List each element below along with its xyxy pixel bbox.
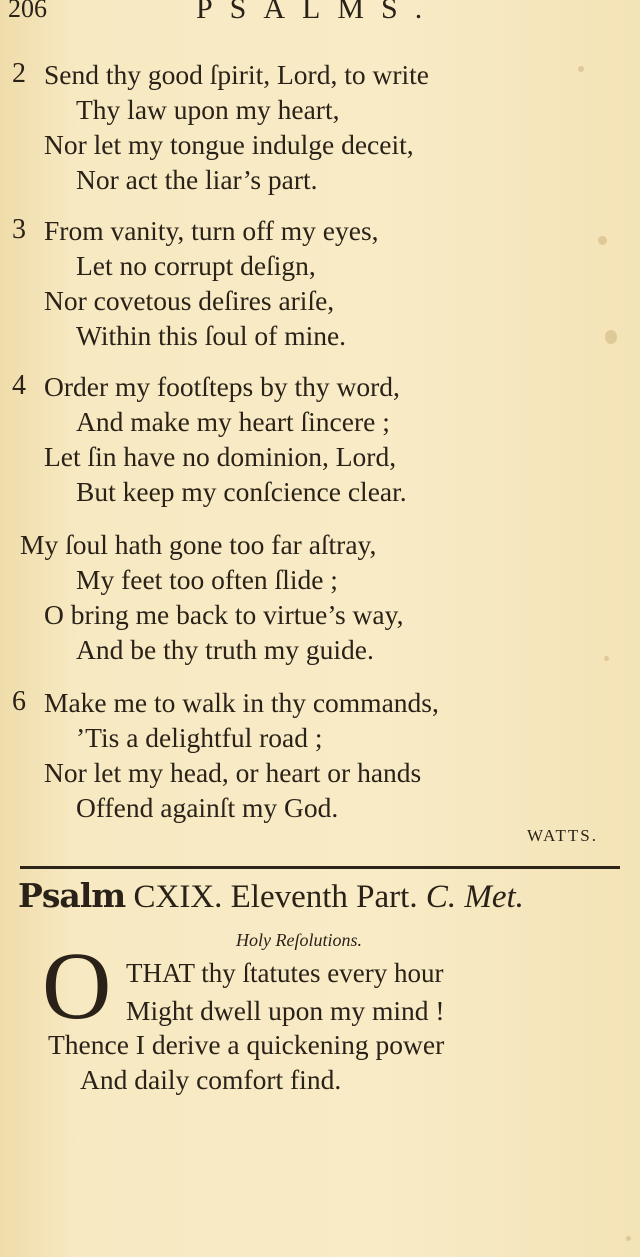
page-number: 206 bbox=[8, 0, 47, 23]
foxing-spot bbox=[605, 330, 617, 344]
verse-line: Within this ſoul of mine. bbox=[76, 320, 347, 351]
verse-line: Let ſin have no dominion, Lord, bbox=[44, 441, 397, 472]
psalm-subtitle: Holy Reſolutions. bbox=[236, 930, 362, 950]
verse-line: And be thy truth my guide. bbox=[76, 634, 374, 665]
stanza-number: 3 bbox=[12, 214, 26, 245]
verse-line: Send thy good ſpirit, Lord, to write bbox=[44, 59, 429, 90]
verse-line: And daily comfort find. bbox=[80, 1064, 342, 1095]
running-title: PSALMS. bbox=[196, 0, 440, 25]
verse-line: Nor let my tongue indulge deceit, bbox=[44, 129, 414, 160]
verse-line: But keep my conſcience clear. bbox=[76, 476, 407, 507]
verse-line: THAT thy ſtatutes every hour bbox=[126, 958, 444, 988]
verse-line: ’Tis a delightful road ; bbox=[76, 722, 323, 753]
verse-line: Offend againſt my God. bbox=[76, 792, 339, 823]
psalm-title: CXIX. Eleventh Part. bbox=[133, 879, 418, 915]
verse-line: Make me to walk in thy commands, bbox=[44, 687, 439, 718]
psalm-word: Psalm bbox=[18, 876, 126, 915]
verse-line: Thence I derive a quickening power bbox=[48, 1029, 445, 1060]
psalm-meter: C. Met. bbox=[425, 879, 524, 915]
stanza-number: 4 bbox=[12, 370, 26, 401]
verse-line: My ſoul hath gone too far aſtray, bbox=[20, 529, 377, 560]
stanza-number: 6 bbox=[12, 686, 26, 717]
verse-line: And make my heart ſincere ; bbox=[76, 406, 390, 437]
foxing-spot bbox=[578, 66, 584, 72]
foxing-spot bbox=[598, 236, 607, 245]
verse-line: Might dwell upon my mind ! bbox=[126, 995, 445, 1026]
stanza-number: 2 bbox=[12, 58, 26, 89]
author-attribution: WATTS. bbox=[526, 826, 598, 845]
verse-line: Nor covetous deſires ariſe, bbox=[44, 285, 335, 316]
foxing-spot bbox=[626, 1236, 631, 1241]
running-head bbox=[0, 0, 640, 28]
verse-line: O bring me back to virtue’s way, bbox=[44, 599, 404, 630]
verse-line: Nor let my head, or heart or hands bbox=[44, 757, 422, 788]
foxing-spot bbox=[604, 656, 609, 661]
verse-line: Thy law upon my heart, bbox=[76, 94, 340, 125]
verse-line: Nor act the liar’s part. bbox=[76, 164, 318, 195]
verse-line: My feet too often ſlide ; bbox=[76, 564, 338, 595]
section-divider bbox=[20, 866, 620, 869]
drop-cap: O bbox=[42, 932, 112, 1039]
verse-line: From vanity, turn off my eyes, bbox=[44, 215, 379, 246]
psalm-heading bbox=[18, 876, 524, 916]
verse-line: Order my footſteps by thy word, bbox=[44, 371, 400, 402]
verse-line: Let no corrupt deſign, bbox=[76, 250, 316, 281]
